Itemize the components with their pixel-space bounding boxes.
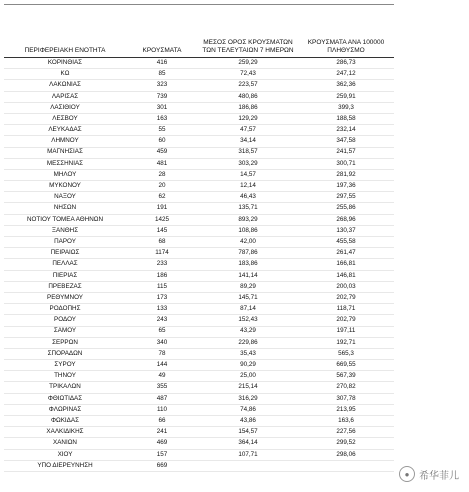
cell-region: ΣΥΡΟΥ [4, 360, 126, 371]
cell-cases: 55 [126, 125, 198, 136]
cell-7day-average: 14,57 [198, 169, 298, 180]
cell-per-100k: 200,03 [298, 281, 394, 292]
watermark-text: 希华菲儿 [419, 470, 459, 482]
wechat-icon: ● [399, 466, 415, 482]
cell-per-100k: 298,06 [298, 449, 394, 460]
cell-region: ΡΟΔΟΠΗΣ [4, 304, 126, 315]
cell-per-100k: 227,56 [298, 427, 394, 438]
table-row [4, 147, 394, 158]
table-row [4, 449, 394, 460]
cell-cases: 60 [126, 136, 198, 147]
table-row [4, 404, 394, 415]
header-7day-average: ΜΕΣΟΣ ΟΡΟΣ ΚΡΟΥΣΜΑΤΩΝ ΤΩΝ ΤΕΛΕΥΤΑΙΩΝ 7 ΗΜΕΡΩΝ [198, 5, 298, 58]
cell-7day-average [198, 460, 298, 471]
cell-region: ΝΟΤΙΟΥ ΤΟΜΕΑ ΑΘΗΝΩΝ [4, 214, 126, 225]
cell-region: ΠΕΙΡΑΙΩΣ [4, 248, 126, 259]
cell-cases: 78 [126, 348, 198, 359]
cell-cases: 459 [126, 147, 198, 158]
cell-7day-average: 47,57 [198, 125, 298, 136]
table-row [4, 58, 394, 69]
cell-7day-average: 893,29 [198, 214, 298, 225]
cell-7day-average: 223,57 [198, 80, 298, 91]
table-row [4, 281, 394, 292]
table-row [4, 427, 394, 438]
cell-per-100k: 259,91 [298, 91, 394, 102]
cell-cases: 20 [126, 181, 198, 192]
cell-region: ΜΕΣΣΗΝΙΑΣ [4, 158, 126, 169]
spreadsheet-sheet [4, 4, 394, 472]
cell-cases: 110 [126, 404, 198, 415]
table-row [4, 136, 394, 147]
cell-per-100k [298, 460, 394, 471]
table-row [4, 125, 394, 136]
cell-7day-average: 152,43 [198, 315, 298, 326]
cell-cases: 191 [126, 203, 198, 214]
table-row [4, 416, 394, 427]
cell-region: ΞΑΝΘΗΣ [4, 225, 126, 236]
table-row [4, 102, 394, 113]
cell-cases: 186 [126, 270, 198, 281]
cell-7day-average: 46,43 [198, 192, 298, 203]
cell-7day-average: 34,14 [198, 136, 298, 147]
table-row [4, 203, 394, 214]
cell-per-100k: 261,47 [298, 248, 394, 259]
table-row [4, 371, 394, 382]
cell-7day-average: 364,14 [198, 438, 298, 449]
cell-7day-average: 229,86 [198, 337, 298, 348]
cell-cases: 157 [126, 449, 198, 460]
cell-per-100k: 118,71 [298, 304, 394, 315]
cell-7day-average: 42,00 [198, 237, 298, 248]
table-row [4, 292, 394, 303]
cell-region: ΛΑΡΙΣΑΣ [4, 91, 126, 102]
cell-cases: 323 [126, 80, 198, 91]
cell-per-100k: 268,96 [298, 214, 394, 225]
cell-region: ΣΠΟΡΑΔΩΝ [4, 348, 126, 359]
cell-cases: 145 [126, 225, 198, 236]
table-body [4, 58, 394, 472]
cell-region: ΧΑΛΚΙΔΙΚΗΣ [4, 427, 126, 438]
cell-region: ΠΡΕΒΕΖΑΣ [4, 281, 126, 292]
cell-cases: 173 [126, 292, 198, 303]
cell-per-100k: 455,58 [298, 237, 394, 248]
table-row [4, 225, 394, 236]
table-row [4, 382, 394, 393]
cell-7day-average: 303,29 [198, 158, 298, 169]
cell-per-100k: 270,82 [298, 382, 394, 393]
cell-region: ΛΑΚΩΝΙΑΣ [4, 80, 126, 91]
table-row [4, 393, 394, 404]
covid-cases-table [4, 4, 394, 472]
cell-7day-average: 145,71 [198, 292, 298, 303]
cell-7day-average: 43,86 [198, 416, 298, 427]
cell-region: ΦΩΚΙΔΑΣ [4, 416, 126, 427]
cell-region: ΣΑΜΟΥ [4, 326, 126, 337]
cell-7day-average: 12,14 [198, 181, 298, 192]
table-row [4, 438, 394, 449]
table-row [4, 69, 394, 80]
table-row [4, 214, 394, 225]
cell-7day-average: 25,00 [198, 371, 298, 382]
cell-per-100k: 192,71 [298, 337, 394, 348]
cell-per-100k: 202,79 [298, 292, 394, 303]
cell-region: ΠΕΛΛΑΣ [4, 259, 126, 270]
cell-per-100k: 347,58 [298, 136, 394, 147]
cell-region: ΚΩ [4, 69, 126, 80]
cell-region: ΤΗΝΟΥ [4, 371, 126, 382]
table-row [4, 337, 394, 348]
cell-cases: 115 [126, 281, 198, 292]
cell-region: ΜΑΓΝΗΣΙΑΣ [4, 147, 126, 158]
cell-region: ΜΗΛΟΥ [4, 169, 126, 180]
table-row [4, 169, 394, 180]
cell-per-100k: 163,6 [298, 416, 394, 427]
cell-per-100k: 197,36 [298, 181, 394, 192]
cell-7day-average: 259,29 [198, 58, 298, 69]
cell-cases: 301 [126, 102, 198, 113]
cell-7day-average: 183,86 [198, 259, 298, 270]
cell-7day-average: 72,43 [198, 69, 298, 80]
cell-cases: 1174 [126, 248, 198, 259]
table-row [4, 192, 394, 203]
table-row [4, 348, 394, 359]
cell-per-100k: 130,37 [298, 225, 394, 236]
cell-region: ΛΕΣΒΟΥ [4, 113, 126, 124]
cell-cases: 49 [126, 371, 198, 382]
cell-cases: 669 [126, 460, 198, 471]
header-row [4, 5, 394, 58]
cell-region: ΦΘΙΩΤΙΔΑΣ [4, 393, 126, 404]
cell-7day-average: 186,86 [198, 102, 298, 113]
cell-7day-average: 90,29 [198, 360, 298, 371]
cell-7day-average: 87,14 [198, 304, 298, 315]
cell-region: ΣΕΡΡΩΝ [4, 337, 126, 348]
cell-per-100k: 188,58 [298, 113, 394, 124]
cell-per-100k: 567,39 [298, 371, 394, 382]
cell-cases: 85 [126, 69, 198, 80]
cell-region: ΡΕΘΥΜΝΟΥ [4, 292, 126, 303]
watermark [399, 466, 459, 482]
cell-region: ΚΟΡΙΝΘΙΑΣ [4, 58, 126, 69]
cell-cases: 241 [126, 427, 198, 438]
cell-cases: 1425 [126, 214, 198, 225]
cell-cases: 66 [126, 416, 198, 427]
cell-cases: 416 [126, 58, 198, 69]
cell-region: ΧΑΝΙΩΝ [4, 438, 126, 449]
table-row [4, 270, 394, 281]
cell-per-100k: 166,81 [298, 259, 394, 270]
cell-7day-average: 89,29 [198, 281, 298, 292]
cell-7day-average: 43,29 [198, 326, 298, 337]
cell-7day-average: 154,57 [198, 427, 298, 438]
cell-7day-average: 215,14 [198, 382, 298, 393]
table-header [4, 5, 394, 58]
cell-cases: 163 [126, 113, 198, 124]
cell-region: ΝΑΞΟΥ [4, 192, 126, 203]
table-row [4, 80, 394, 91]
cell-cases: 144 [126, 360, 198, 371]
cell-per-100k: 286,73 [298, 58, 394, 69]
table-row [4, 304, 394, 315]
cell-cases: 469 [126, 438, 198, 449]
cell-7day-average: 129,29 [198, 113, 298, 124]
cell-per-100k: 669,55 [298, 360, 394, 371]
cell-region: ΦΛΩΡΙΝΑΣ [4, 404, 126, 415]
cell-region: ΜΥΚΟΝΟΥ [4, 181, 126, 192]
cell-cases: 243 [126, 315, 198, 326]
cell-7day-average: 141,14 [198, 270, 298, 281]
cell-per-100k: 213,95 [298, 404, 394, 415]
cell-cases: 739 [126, 91, 198, 102]
cell-7day-average: 316,29 [198, 393, 298, 404]
cell-region: ΧΙΟΥ [4, 449, 126, 460]
header-cases-per-100k: ΚΡΟΥΣΜΑΤΑ ΑΝΑ 100000 ΠΛΗΘΥΣΜΟ [298, 5, 394, 58]
cell-cases: 487 [126, 393, 198, 404]
table-row [4, 460, 394, 471]
cell-region: ΛΑΣΙΘΙΟΥ [4, 102, 126, 113]
table-row [4, 237, 394, 248]
cell-cases: 233 [126, 259, 198, 270]
cell-per-100k: 281,92 [298, 169, 394, 180]
cell-per-100k: 399,3 [298, 102, 394, 113]
table-row [4, 259, 394, 270]
cell-per-100k: 299,52 [298, 438, 394, 449]
table-row [4, 360, 394, 371]
cell-region: ΡΟΔΟΥ [4, 315, 126, 326]
cell-cases: 28 [126, 169, 198, 180]
cell-region: ΠΙΕΡΙΑΣ [4, 270, 126, 281]
cell-7day-average: 787,86 [198, 248, 298, 259]
cell-per-100k: 255,86 [298, 203, 394, 214]
cell-region: ΤΡΙΚΑΛΩΝ [4, 382, 126, 393]
cell-7day-average: 35,43 [198, 348, 298, 359]
table-row [4, 326, 394, 337]
cell-per-100k: 565,3 [298, 348, 394, 359]
cell-7day-average: 135,71 [198, 203, 298, 214]
cell-per-100k: 146,81 [298, 270, 394, 281]
table-row [4, 158, 394, 169]
cell-per-100k: 307,78 [298, 393, 394, 404]
table-row [4, 181, 394, 192]
header-regional-unit: ΠΕΡΙΦΕΡΕΙΑΚΗ ΕΝΟΤΗΤΑ [4, 5, 126, 58]
cell-per-100k: 297,55 [298, 192, 394, 203]
cell-7day-average: 318,57 [198, 147, 298, 158]
cell-region: ΛΕΥΚΑΔΑΣ [4, 125, 126, 136]
table-row [4, 315, 394, 326]
cell-region: ΥΠΟ ΔΙΕΡΕΥΝΗΣΗ [4, 460, 126, 471]
cell-per-100k: 241,57 [298, 147, 394, 158]
table-row [4, 248, 394, 259]
cell-cases: 133 [126, 304, 198, 315]
cell-cases: 481 [126, 158, 198, 169]
header-cases: ΚΡΟΥΣΜΑΤΑ [126, 5, 198, 58]
cell-region: ΛΗΜΝΟΥ [4, 136, 126, 147]
cell-region: ΝΗΣΩΝ [4, 203, 126, 214]
cell-7day-average: 480,86 [198, 91, 298, 102]
cell-cases: 340 [126, 337, 198, 348]
cell-cases: 355 [126, 382, 198, 393]
cell-7day-average: 107,71 [198, 449, 298, 460]
cell-per-100k: 197,11 [298, 326, 394, 337]
cell-per-100k: 232,14 [298, 125, 394, 136]
cell-7day-average: 108,86 [198, 225, 298, 236]
cell-7day-average: 74,86 [198, 404, 298, 415]
cell-region: ΠΑΡΟΥ [4, 237, 126, 248]
cell-per-100k: 247,12 [298, 69, 394, 80]
cell-cases: 68 [126, 237, 198, 248]
table-row [4, 113, 394, 124]
table-row [4, 91, 394, 102]
cell-cases: 62 [126, 192, 198, 203]
cell-per-100k: 362,36 [298, 80, 394, 91]
cell-per-100k: 202,79 [298, 315, 394, 326]
cell-per-100k: 300,71 [298, 158, 394, 169]
cell-cases: 65 [126, 326, 198, 337]
